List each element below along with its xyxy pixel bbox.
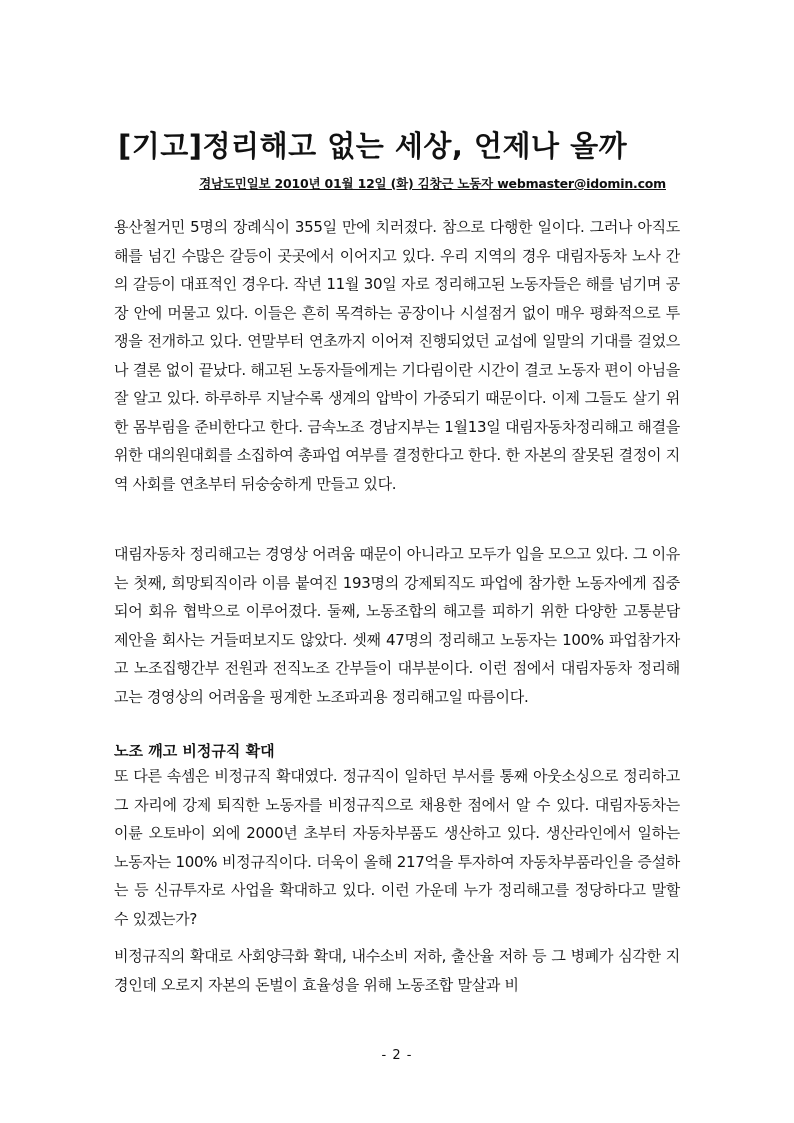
section-heading: 노조 깨고 비정규직 확대 bbox=[114, 742, 275, 760]
paragraph-2: 대림자동차 정리해고는 경영상 어려움 때문이 아니라고 모두가 입을 모으고 있다. 그 이유는 첫째, 희망퇴직이라 이름 붙여진 193명의 강제퇴직도 파업에 참가한 노동자에게 집중되어 회유 협박으로 이루어졌다. 둘째, 노동조합의 해고를 피하기 위한 다양한 고통분담 제안을 회사는 거들떠보지도 않았다. 셋째 47명의 정리해고 노동자는 100% 파업참가자고 노조집행간부 전원과 전직노조 간부들이 대부분이다. 이런 점에서 대림자동차 정리해고는 경영상의 어려움을 핑계한 노조파괴용 정리해고일 따름이다. bbox=[114, 545, 680, 706]
page-number: - 2 - bbox=[381, 1048, 413, 1063]
article-title: [기고]정리해고 없는 세상, 언제나 올까 bbox=[118, 129, 628, 163]
paragraph-1: 용산철거민 5명의 장례식이 355일 만에 치러졌다. 참으로 다행한 일이다. 그러나 아직도 해를 넘긴 수많은 갈등이 곳곳에서 이어지고 있다. 우리 지역의 경우 대림자동차 노사 간의 갈등이 대표적인 경우다. 작년 11월 30일 자로 정리해고된 노동자들은 해를 넘기며 공장 안에 머물고 있다. 이들은 흔히 목격하는 공장이나 시설점거 없이 매우 평화적으로 투쟁을 전개하고 있다. 연말부터 연초까지 이어져 진행되었던 교섭에 일말의 기대를 걸었으나 결론 없이 끝났다. 해고된 노동자들에게는 기다림이란 시간이 결코 노동자 편이 아님을 잘 알고 있다. 하루하루 지날수록 생계의 압박이 가중되기 때문이다. 이제 그들도 살기 위한 몸부림을 준비한다고 한다. 금속노조 경남지부는 1월13일 대림자동차정리해고 해결을 위한 대의원대회를 소집하여 총파업 여부를 결정한다고 한다. 한 자본의 잘못된 결정이 지역 사회를 연초부터 뒤숭숭하게 만들고 있다. bbox=[114, 218, 680, 493]
article-byline: 경남도민일보 2010년 01월 12일 (화) 김창근 노동자 webmaster@idomin.com bbox=[199, 176, 666, 191]
paragraph-4: 비정규직의 확대로 사회양극화 확대, 내수소비 저하, 출산율 저하 등 그 병폐가 심각한 지경인데 오로지 자본의 돈벌이 효율성을 위해 노동조합 말살과 비 bbox=[114, 947, 680, 994]
paragraph-3: 또 다른 속셈은 비정규직 확대였다. 정규직이 일하던 부서를 통째 아웃소싱으로 정리하고 그 자리에 강제 퇴직한 노동자를 비정규직으로 채용한 점에서 알 수 있다. 대림자동차는 이륜 오토바이 외에 2000년 초부터 자동차부품도 생산하고 있다. 생산라인에서 일하는 노동자는 100% 비정규직이다. 더욱이 올해 217억을 투자하여 자동차부품라인을 증설하는 등 신규투자로 사업을 확대하고 있다. 이런 가운데 누가 정리해고를 정당하다고 말할 수 있겠는가? bbox=[114, 767, 680, 928]
